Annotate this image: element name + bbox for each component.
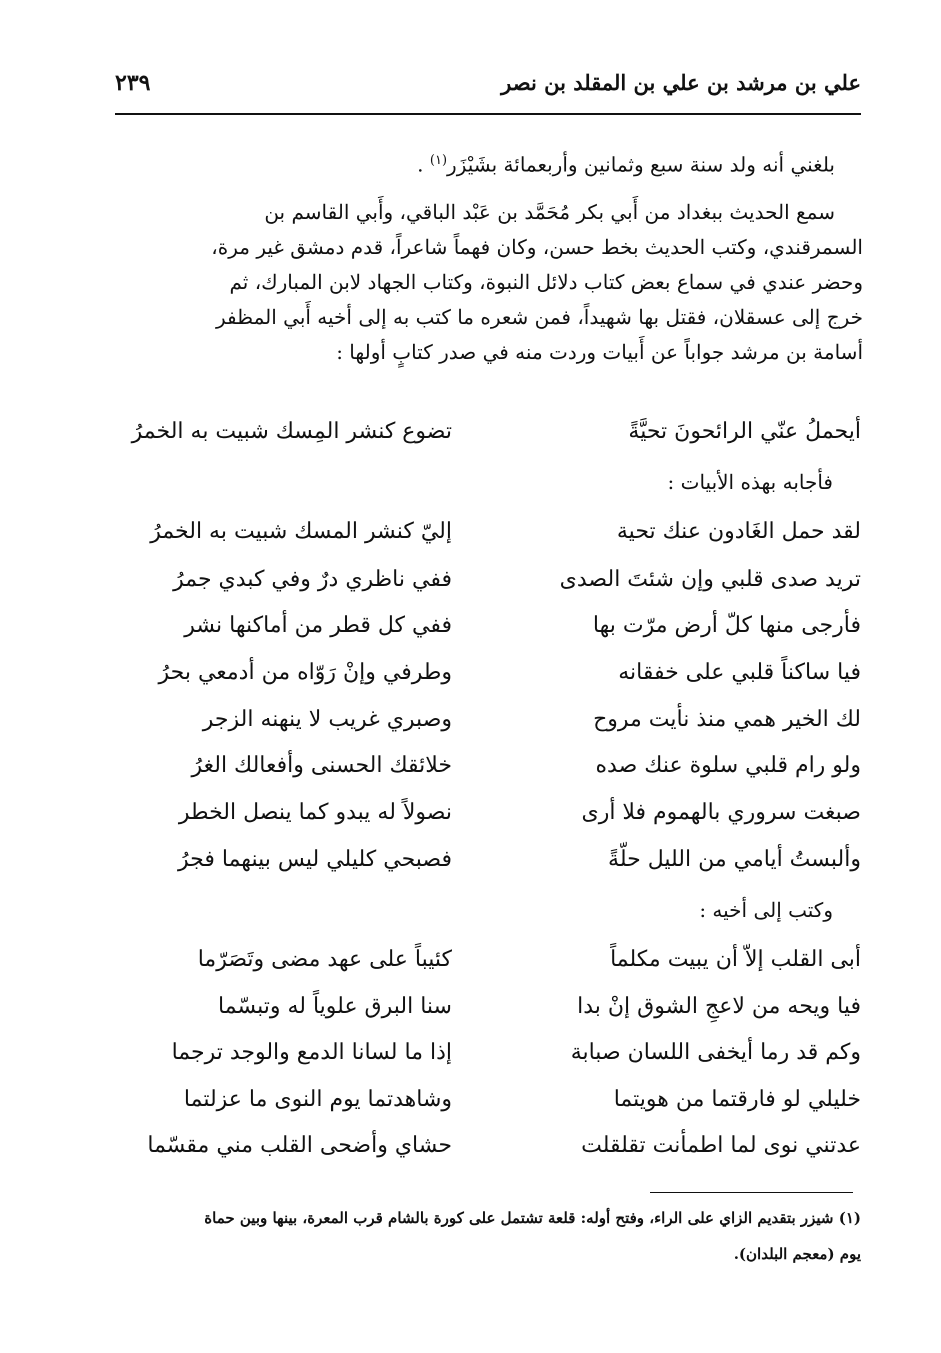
verse-first-hemistich: فأرجى منها كلّ أرض مرّت بها — [592, 613, 861, 638]
verse-row — [112, 840, 861, 880]
verse-row — [112, 653, 861, 693]
verse-first-hemistich: عدتني نوى لما اطمأنت تقلقلت — [581, 1133, 861, 1158]
footnote-rule — [650, 1192, 853, 1193]
verse-second-hemistich: إليّ كنشر المسك شبيت به الخمرُ — [150, 519, 452, 544]
footnote-line: (١) شيزر بتقديم الزاي على الراء، وفتح أوله: قلعة تشتمل على كورة بالشام قرب المعرة، بينها وبين حماة — [204, 1209, 861, 1227]
verse-first-hemistich: صبغت سروري بالهموم فلا أرى — [581, 800, 861, 825]
page-number: ٢٣٩ — [115, 70, 151, 96]
footnote — [112, 1200, 861, 1272]
verse-first-hemistich: فيا ويحه من لاعجِ الشوق إنْ بدا — [577, 994, 861, 1019]
verse-second-hemistich: ففي ناظري درٌ وفي كبدي جمرُ — [173, 567, 452, 592]
paragraph-birth — [112, 143, 863, 183]
verse-row — [112, 793, 861, 833]
verse-intro-answer: فأجابه بهذه الأبيات : — [667, 470, 833, 494]
paragraph-line: السمرقندي، وكتب الحديث بخط حسن، وكان فهماً شاعراً، قدم دمشق غير مرة، — [211, 235, 863, 259]
paragraph-line: أسامة بن مرشد جواباً عن أَبيات وردت منه في صدر كتابٍ أولها : — [336, 340, 863, 364]
verse-second-hemistich: سنا البرق علوياً له وتبسّما — [218, 994, 452, 1019]
verse-row — [112, 987, 861, 1027]
verse-first-hemistich: لقد حمل الغَادون عنك تحية — [616, 519, 861, 544]
verse-second-hemistich: كئيباً على عهد مضى وتَصَرّما — [197, 947, 452, 972]
verse-row — [112, 560, 861, 600]
verse-first-hemistich: وكم قد رما أيخفى اللسان صبابة — [570, 1040, 861, 1065]
verse-second-hemistich: وشاهدتما يوم النوى ما عزلتما — [183, 1087, 452, 1112]
paragraph-line: خرج إلى عسقلان، فقتل بها شهيداً، فمن شعره ما كتب به إلى أخيه أَبي المظفر — [216, 305, 863, 329]
verse-second-hemistich: وطرفي وإنْ رَوّاه من أدمعي بحرُ — [158, 660, 452, 685]
verse-first-hemistich: وألبستُ أيامي من الليل حلّةً — [608, 847, 861, 872]
verse-first-hemistich: تريد صدى قلبي وإن شئتَ الصدى — [559, 567, 861, 592]
verse-row — [112, 606, 861, 646]
verse-row — [112, 1033, 861, 1073]
verse-first-hemistich: أيحملُ عنّي الرائحونَ تحيَّةً — [628, 419, 861, 444]
paragraph-line: بلغني أنه ولد سنة سبع وثمانين وأربعمائة بشَيْزَر$^{(١)}$ . — [417, 152, 835, 177]
footnote-line: يوم (معجم البلدان). — [733, 1245, 861, 1263]
verse-row — [112, 1126, 861, 1166]
page-header — [115, 70, 861, 110]
verse-first-hemistich: لك الخير همي منذ نأيت مروح — [593, 707, 861, 732]
verse-row — [112, 512, 861, 552]
verse-row — [112, 412, 861, 452]
verse-first-hemistich: أبى القلب إلاّ أن يبيت مكلماً — [610, 947, 861, 972]
verse-second-hemistich: وصبري غريب لا ينهنه الزجر — [202, 707, 452, 732]
verse-second-hemistich: حشاي وأضحى القلب مني مقسّما — [147, 1133, 452, 1158]
verse-second-hemistich: تضوع كنشر المِسك شبيت به الخمرُ — [131, 419, 452, 444]
paragraph-line: سمع الحديث ببغداد من أَبي بكر مُحَمَّد بن عَبْد الباقي، وأَبي القاسم بن — [264, 200, 835, 224]
verse-first-hemistich: خليلي لو فارقتما من هويتما — [613, 1087, 861, 1112]
verse-second-hemistich: إذا ما لسانا الدمع والوجد ترجما — [171, 1040, 452, 1065]
verse-second-hemistich: فصبحي كليلي ليس بينهما فجرُ — [178, 847, 452, 872]
running-title: علي بن مرشد بن علي بن المقلد بن نصر — [501, 70, 861, 95]
footnote-marker: (١) — [429, 153, 448, 168]
paragraph-biography — [112, 195, 863, 370]
verse-row — [112, 940, 861, 980]
verse-row — [112, 1080, 861, 1120]
verse-first-hemistich: ولو رام قلبي سلوة عنك صده — [595, 753, 861, 778]
verse-second-hemistich: خلائقك الحسنى وأفعالك الغرُ — [191, 753, 452, 778]
verse-second-hemistich: نصولاً له يبدو كما ينصل الخطر — [178, 800, 452, 825]
header-rule — [115, 113, 861, 115]
verse-first-hemistich: فيا ساكناً قلبي على خفقانه — [618, 660, 861, 685]
paragraph-line: وحضر عندي في سماع بعض كتاب دلائل النبوة، وكتاب الجهاد لابن المبارك، ثم — [229, 270, 863, 294]
verse-row — [112, 700, 861, 740]
verse-intro-brother: وكتب إلى أخيه : — [699, 898, 833, 922]
verse-row — [112, 746, 861, 786]
verse-second-hemistich: ففي كل قطر من أماكنها نشر — [184, 613, 452, 638]
